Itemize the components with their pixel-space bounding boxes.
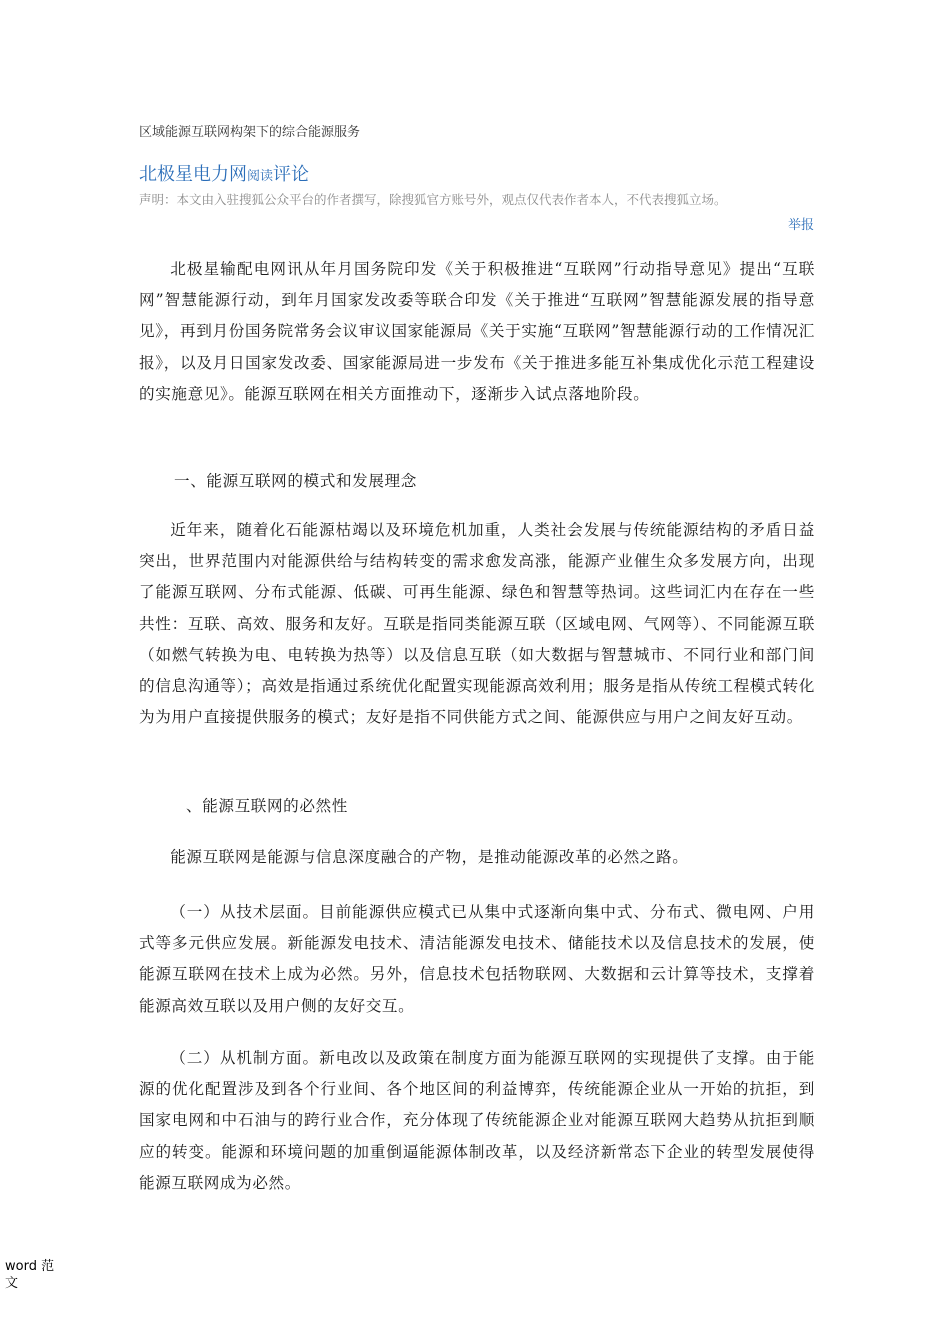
intro-paragraph: 北极星输配电网讯从年月国务院印发《关于积极推进“互联网”行动指导意见》提出“互联网”智慧能源行动，到年月国家发改委等联合印发《关于推进“互联网”智慧能源发展的指导意见》，再到月份国务院常务会议审议国家能源局《关于实施“互联网”智慧能源行动的工作情况汇报》，以及月日国家发改委、国家能源局进一步发布《关于推进多能互补集成优化示范工程建设的实施意见》。能源互联网在相关方面推动下，逐渐步入试点落地阶段。 <box>139 260 815 403</box>
document-top-title: 区域能源互联网构架下的综合能源服务 <box>139 125 361 140</box>
footer-label: word 范文 <box>5 1259 55 1291</box>
paragraph-2: 能源互联网是能源与信息深度融合的产物，是推动能源改革的必然之路。 <box>170 848 689 866</box>
paragraph-4: （二）从机制方面。新电改以及政策在制度方面为能源互联网的实现提供了支撑。由于能源的优化配置涉及到各个行业间、各个地区间的利益博弈，传统能源企业从一开始的抗拒，到国家电网和中石油与的跨行业合作，充分体现了传统能源企业对能源互联网大趋势从抗拒到顺应的转变。能源和环境问题的加重倒逼能源体制改革，以及经济新常态下企业的转型发展使得能源互联网成为必然。 <box>139 1049 815 1192</box>
report-link[interactable]: 举报 <box>787 218 814 233</box>
source-line <box>139 160 309 186</box>
comment-link[interactable]: 评论 <box>273 164 310 185</box>
read-link[interactable]: 阅读 <box>247 169 274 184</box>
section-heading-2: 、能源互联网的必然性 <box>186 797 348 815</box>
paragraph-3: （一）从技术层面。目前能源供应模式已从集中式逐渐向集中式、分布式、微电网、户用式等多元供应发展。新能源发电技术、清洁能源发电技术、储能技术以及信息技术的发展，使能源互联网在技术上成为必然。另外，信息技术包括物联网、大数据和云计算等技术，支撑着能源高效互联以及用户侧的友好交互。 <box>139 903 815 1015</box>
disclaimer-text: 声明：本文由入驻搜狐公众平台的作者撰写，除搜狐官方账号外，观点仅代表作者本人，不代表搜狐立场。 <box>139 192 727 207</box>
source-name-link[interactable]: 北极星电力网 <box>139 164 247 185</box>
paragraph-1: 近年来，随着化石能源枯竭以及环境危机加重，人类社会发展与传统能源结构的矛盾日益突出，世界范围内对能源供给与结构转变的需求愈发高涨，能源产业催生众多发展方向，出现了能源互联网、分布式能源、低碳、可再生能源、绿色和智慧等热词。这些词汇内在存在一些共性：互联、高效、服务和友好。互联是指同类能源互联（区域电网、气网等）、不同能源互联（如燃气转换为电、电转换为热等）以及信息互联（如大数据与智慧城市、不同行业和部门间的信息沟通等）；高效是指通过系统优化配置实现能源高效利用；服务是指从传统工程模式转化为为用户直接提供服务的模式；友好是指不同供能方式之间、能源供应与用户之间友好互动。 <box>139 521 815 727</box>
section-heading-1: 一、能源互联网的模式和发展理念 <box>174 472 417 490</box>
